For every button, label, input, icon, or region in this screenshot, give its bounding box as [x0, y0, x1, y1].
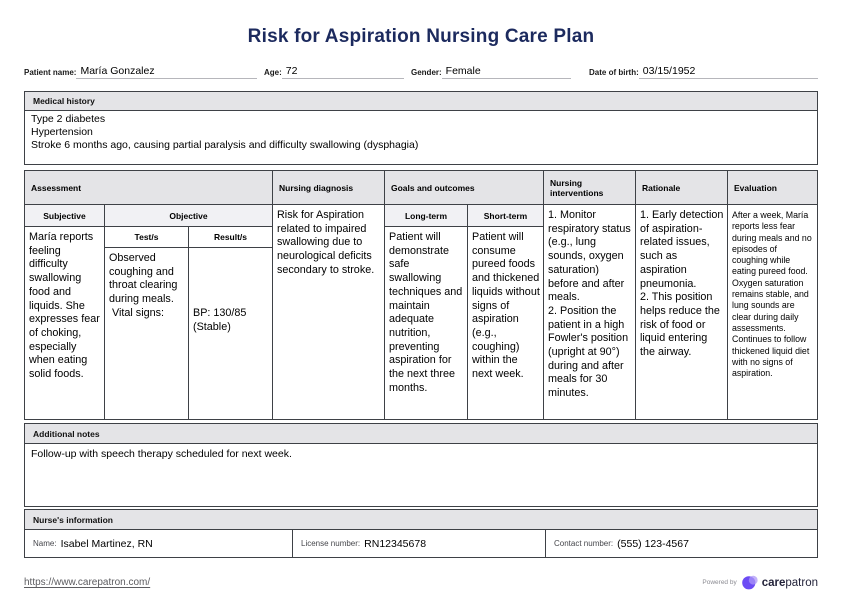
rationale-cell[interactable]	[636, 205, 727, 419]
patient-name-field	[24, 62, 257, 79]
nurse-information-header: Nurse's information	[25, 510, 817, 530]
evaluation-paragraph: After a week, María reports less fear during meals and no episodes of coughing while eating pureed food.	[732, 210, 812, 277]
patient-name-value[interactable]: María Gonzalez	[76, 65, 257, 79]
dob-field	[589, 62, 818, 79]
goals-header: Goals and outcomes	[385, 171, 543, 205]
nurse-name-field	[25, 530, 293, 557]
assessment-column-group	[25, 171, 273, 419]
additional-notes-section	[24, 423, 818, 507]
contact-number-label: Contact number:	[554, 539, 614, 548]
page-title: Risk for Aspiration Nursing Care Plan	[247, 26, 595, 47]
age-label: Age:	[264, 68, 282, 77]
assessment-header: Assessment	[25, 171, 272, 205]
vital-signs-label: Vital signs:	[112, 306, 165, 319]
medical-history-section	[24, 91, 818, 165]
tests-column	[105, 227, 189, 419]
short-term-cell[interactable]: Patient will consume pureed foods and thickened liquids without signs of aspiration (e.g., coughing) within the next week.	[472, 231, 540, 381]
contact-number-field	[546, 530, 817, 557]
objective-column-group	[105, 205, 272, 419]
care-plan-table	[24, 170, 818, 420]
medical-history-line: Type 2 diabetes	[31, 113, 106, 125]
powered-by-branding	[702, 575, 818, 590]
subjective-header: Subjective	[25, 205, 104, 227]
patient-name-label: Patient name:	[24, 68, 77, 77]
goals-column-group	[385, 171, 544, 419]
results-cell[interactable]: BP: 130/85 (Stable)	[193, 307, 247, 333]
short-term-column	[468, 205, 543, 419]
dob-value[interactable]: 03/15/1952	[639, 65, 818, 79]
gender-field	[411, 62, 571, 79]
evaluation-cell[interactable]	[728, 205, 817, 419]
interventions-cell[interactable]	[544, 205, 635, 419]
patient-info-row	[24, 62, 818, 79]
carepatron-link[interactable]: https://www.carepatron.com/	[24, 577, 151, 588]
tests-cell[interactable]	[105, 248, 188, 419]
additional-notes-header: Additional notes	[25, 424, 817, 444]
tests-header: Test/s	[105, 227, 188, 248]
long-term-column	[385, 205, 468, 419]
rationale-header: Rationale	[636, 171, 727, 205]
intervention-item: 1. Monitor respiratory status (e.g., lung sounds, oxygen saturation) before and after meals.	[548, 209, 631, 304]
interventions-column	[544, 171, 636, 419]
subjective-cell[interactable]: María reports feeling difficulty swallowing food and liquids. She expresses fear of choking, especially when eating solid foods.	[29, 231, 100, 381]
additional-notes-content[interactable]: Follow-up with speech therapy scheduled for next week.	[31, 448, 292, 460]
nursing-diagnosis-cell[interactable]: Risk for Aspiration related to impaired swallowing due to neurological deficits secondary to stroke.	[277, 209, 375, 276]
gender-value[interactable]: Female	[442, 65, 571, 79]
age-value[interactable]: 72	[282, 65, 404, 79]
license-number-value[interactable]: RN12345678	[364, 537, 427, 550]
nurse-information-row	[25, 530, 817, 557]
brand-care: care	[761, 576, 786, 589]
medical-history-line: Hypertension	[31, 126, 93, 138]
medical-history-line: Stroke 6 months ago, causing partial paralysis and difficulty swallowing (dysphagia)	[31, 139, 419, 151]
interventions-header: Nursing interventions	[544, 171, 635, 205]
license-number-field	[293, 530, 546, 557]
short-term-header: Short-term	[468, 205, 543, 227]
contact-number-value[interactable]: (555) 123-4567	[617, 537, 689, 550]
rationale-column	[636, 171, 728, 419]
dob-label: Date of birth:	[589, 68, 639, 77]
intervention-item: 2. Position the patient in a high Fowler's position (upright at 90°) during and after meals for 30 minutes.	[548, 304, 629, 400]
objective-header: Objective	[105, 205, 272, 227]
brand-patron: patron	[785, 576, 818, 589]
nursing-diagnosis-header: Nursing diagnosis	[273, 171, 384, 205]
nursing-diagnosis-column	[273, 171, 385, 419]
tests-text: Observed coughing and throat clearing during meals.	[109, 252, 178, 306]
page-footer	[24, 575, 818, 590]
evaluation-column	[728, 171, 817, 419]
powered-by-label: Powered by	[702, 579, 737, 586]
evaluation-paragraph: Oxygen saturation remains stable, and lung sounds are clear during daily assessments. Continues to follow thickened liquid diet with no signs of aspiration.	[732, 277, 810, 379]
age-field	[264, 62, 404, 79]
rationale-item: 2. This position helps reduce the risk of food or liquid entering the airway.	[640, 291, 720, 359]
medical-history-header: Medical history	[25, 92, 817, 111]
nurse-name-label: Name:	[33, 539, 57, 548]
medical-history-content[interactable]	[25, 111, 817, 164]
subjective-column	[25, 205, 105, 419]
carepatron-wordmark	[762, 577, 818, 589]
results-column	[189, 227, 272, 419]
nurse-name-value[interactable]: Isabel Martinez, RN	[60, 537, 153, 550]
results-header: Result/s	[189, 227, 272, 248]
evaluation-header: Evaluation	[728, 171, 817, 205]
carepatron-logo-icon	[742, 575, 758, 590]
gender-label: Gender:	[411, 68, 442, 77]
nurse-information-section	[24, 509, 818, 558]
rationale-item: 1. Early detection of aspiration-related issues, such as aspiration pneumonia.	[640, 209, 724, 290]
license-number-label: License number:	[301, 539, 361, 548]
long-term-cell[interactable]: Patient will demonstrate safe swallowing techniques and maintain adequate nutrition, preventing aspiration for the next three months.	[389, 231, 463, 394]
long-term-header: Long-term	[385, 205, 467, 227]
